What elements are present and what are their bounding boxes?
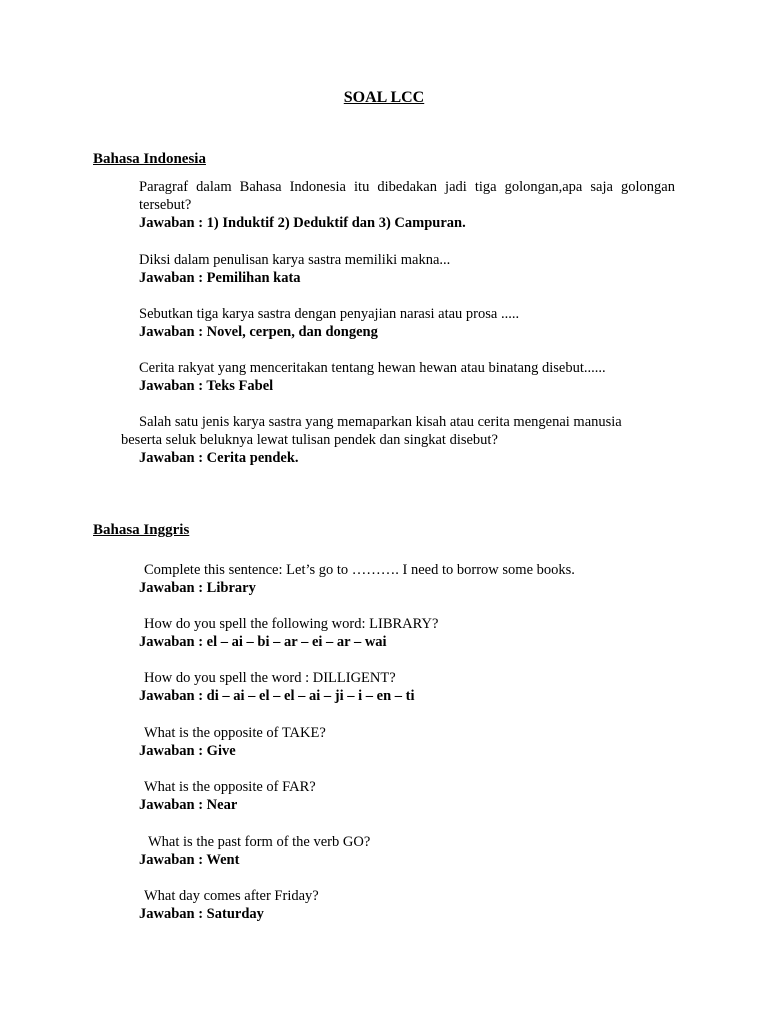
question-text: tersebut?: [139, 197, 192, 213]
question-text: beserta seluk beluknya lewat tulisan pendek dan singkat disebut?: [121, 432, 498, 448]
qa-item: [139, 724, 326, 760]
qa-item: [139, 833, 370, 869]
answer-text: Jawaban : Saturday: [139, 906, 264, 922]
qa-item: [139, 561, 575, 597]
answer-text: Jawaban : Library: [139, 580, 256, 596]
answer-text: Jawaban : Give: [139, 743, 236, 759]
answer-text: Jawaban : di – ai – el – el – ai – ji – i – en – ti: [139, 688, 415, 704]
qa-item: [139, 251, 450, 287]
qa-item: [139, 178, 675, 232]
qa-item: [139, 305, 519, 341]
question-text: What is the past form of the verb GO?: [148, 834, 371, 850]
question-text: Diksi dalam penulisan karya sastra memiliki makna...: [139, 252, 451, 268]
qa-item: [139, 778, 316, 814]
section-heading-bahasa-inggris: Bahasa Inggris: [93, 522, 190, 538]
question-text: Paragraf dalam Bahasa Indonesia itu dibedakan jadi tiga golongan,apa saja golongan: [139, 179, 675, 195]
answer-text: Jawaban : Went: [139, 852, 240, 868]
question-text: Sebutkan tiga karya sastra dengan penyajian narasi atau prosa .....: [139, 306, 520, 322]
question-text: How do you spell the word : DILLIGENT?: [144, 670, 396, 686]
answer-text: Jawaban : Cerita pendek.: [139, 450, 299, 466]
qa-item: [139, 615, 438, 651]
section-heading-bahasa-indonesia: Bahasa Indonesia: [93, 151, 206, 167]
question-text: Complete this sentence: Let’s go to ………. I need to borrow some books.: [144, 562, 575, 578]
answer-text: Jawaban : 1) Induktif 2) Deduktif dan 3) Campuran.: [139, 215, 466, 231]
answer-text: Jawaban : Teks Fabel: [139, 378, 274, 394]
qa-item: [139, 887, 319, 923]
question-text: Salah satu jenis karya sastra yang memaparkan kisah atau cerita mengenai manusia: [139, 414, 622, 430]
answer-text: Jawaban : Novel, cerpen, dan dongeng: [139, 324, 378, 340]
answer-text: Jawaban : Pemilihan kata: [139, 270, 301, 286]
page-title: SOAL LCC: [343, 89, 425, 106]
answer-text: Jawaban : el – ai – bi – ar – ei – ar – wai: [139, 634, 387, 650]
answer-text: Jawaban : Near: [139, 797, 238, 813]
question-text: What day comes after Friday?: [144, 888, 319, 904]
qa-item: [139, 669, 415, 705]
qa-item: [139, 359, 606, 395]
question-text: How do you spell the following word: LIBRARY?: [144, 616, 439, 632]
question-text: What is the opposite of FAR?: [144, 779, 316, 795]
question-text: Cerita rakyat yang menceritakan tentang hewan hewan atau binatang disebut......: [139, 360, 606, 376]
question-text: What is the opposite of TAKE?: [144, 725, 326, 741]
